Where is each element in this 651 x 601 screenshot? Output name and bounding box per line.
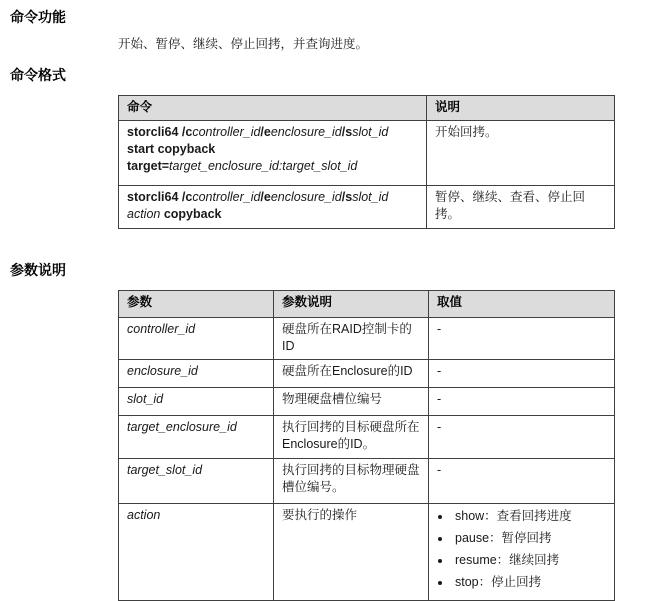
value-list-item: • show：查看回拷进度 [452,508,606,525]
parameter-value-cell: - [429,416,615,459]
parameter-table-header-row [119,291,615,318]
table-row [119,504,615,601]
section-heading-command-function: 命令功能 [10,9,66,25]
parameter-description-cell: 要执行的操作 [274,504,429,601]
command-segment: enclosure_id [270,190,342,204]
command-segment: copyback [160,207,222,221]
command-segment: /e [260,125,271,139]
table-row [119,318,615,360]
command-segment: enclosure_id [270,125,342,139]
command-segment: controller_id [192,190,261,204]
table-row [119,360,615,388]
parameter-table-body [119,318,615,601]
description-cell: 开始回拷。 [427,121,615,186]
command-table-head [119,96,615,121]
command-segment: target_enclosure_id:target_slot_id [169,159,358,173]
doc-page [0,8,651,601]
parameter-table-head [119,291,615,318]
parameter-description-cell: 物理硬盘槽位编号 [274,388,429,416]
parameter-value-cell [429,504,615,601]
table-row [119,186,615,229]
command-segment: slot_id [352,125,389,139]
table-row [119,416,615,459]
command-table-header-description: 说明 [427,96,615,121]
parameter-name-cell: target_enclosure_id [119,416,274,459]
parameter-table-header-description: 参数说明 [274,291,429,318]
command-segment: /e [260,190,271,204]
parameter-description-cell: 硬盘所在Enclosure的ID [274,360,429,388]
parameter-name-cell: slot_id [119,388,274,416]
command-segment: /s [341,125,353,139]
value-list-item: • resume：继续回拷 [452,552,606,569]
command-segment: start copyback [127,142,216,156]
parameter-value-cell: - [429,360,615,388]
section-heading-parameter-description: 参数说明 [10,262,66,278]
parameter-table [118,290,615,601]
command-segment: slot_id [352,190,389,204]
table-row [119,388,615,416]
command-table-header-command: 命令 [119,96,427,121]
command-cell [119,186,427,229]
command-segment: action [127,207,161,221]
parameter-table-header-value: 取值 [429,291,615,318]
command-segment: /s [341,190,353,204]
parameter-name-cell: controller_id [119,318,274,360]
command-segment: storcli64 /c [127,190,193,204]
parameter-description-cell: 执行回拷的目标硬盘所在Enclosure的ID。 [274,416,429,459]
parameter-name-cell: enclosure_id [119,360,274,388]
table-row [119,121,615,186]
command-cell [119,121,427,186]
parameter-value-cell: - [429,388,615,416]
parameter-name-cell: action [119,504,274,601]
parameter-value-cell: - [429,459,615,504]
parameter-name-cell: target_slot_id [119,459,274,504]
command-table-header-row [119,96,615,121]
command-segment: storcli64 /c [127,125,193,139]
parameter-description-cell: 执行回拷的目标物理硬盘槽位编号。 [274,459,429,504]
description-cell: 暂停、继续、查看、停止回拷。 [427,186,615,229]
command-segment: target= [127,159,170,173]
section-heading-command-format: 命令格式 [10,67,66,83]
parameter-table-header-name: 参数 [119,291,274,318]
table-row [119,459,615,504]
command-table-body [119,121,615,229]
action-value-list [437,508,606,591]
command-segment: controller_id [192,125,261,139]
parameter-description-cell: 硬盘所在RAID控制卡的ID [274,318,429,360]
parameter-value-cell: - [429,318,615,360]
value-list-item: • stop：停止回拷 [452,574,606,591]
value-list-item: • pause：暂停回拷 [452,530,606,547]
command-format-table [118,95,615,229]
command-function-text: 开始、暂停、继续、停止回拷，并查询进度。 [118,37,369,51]
